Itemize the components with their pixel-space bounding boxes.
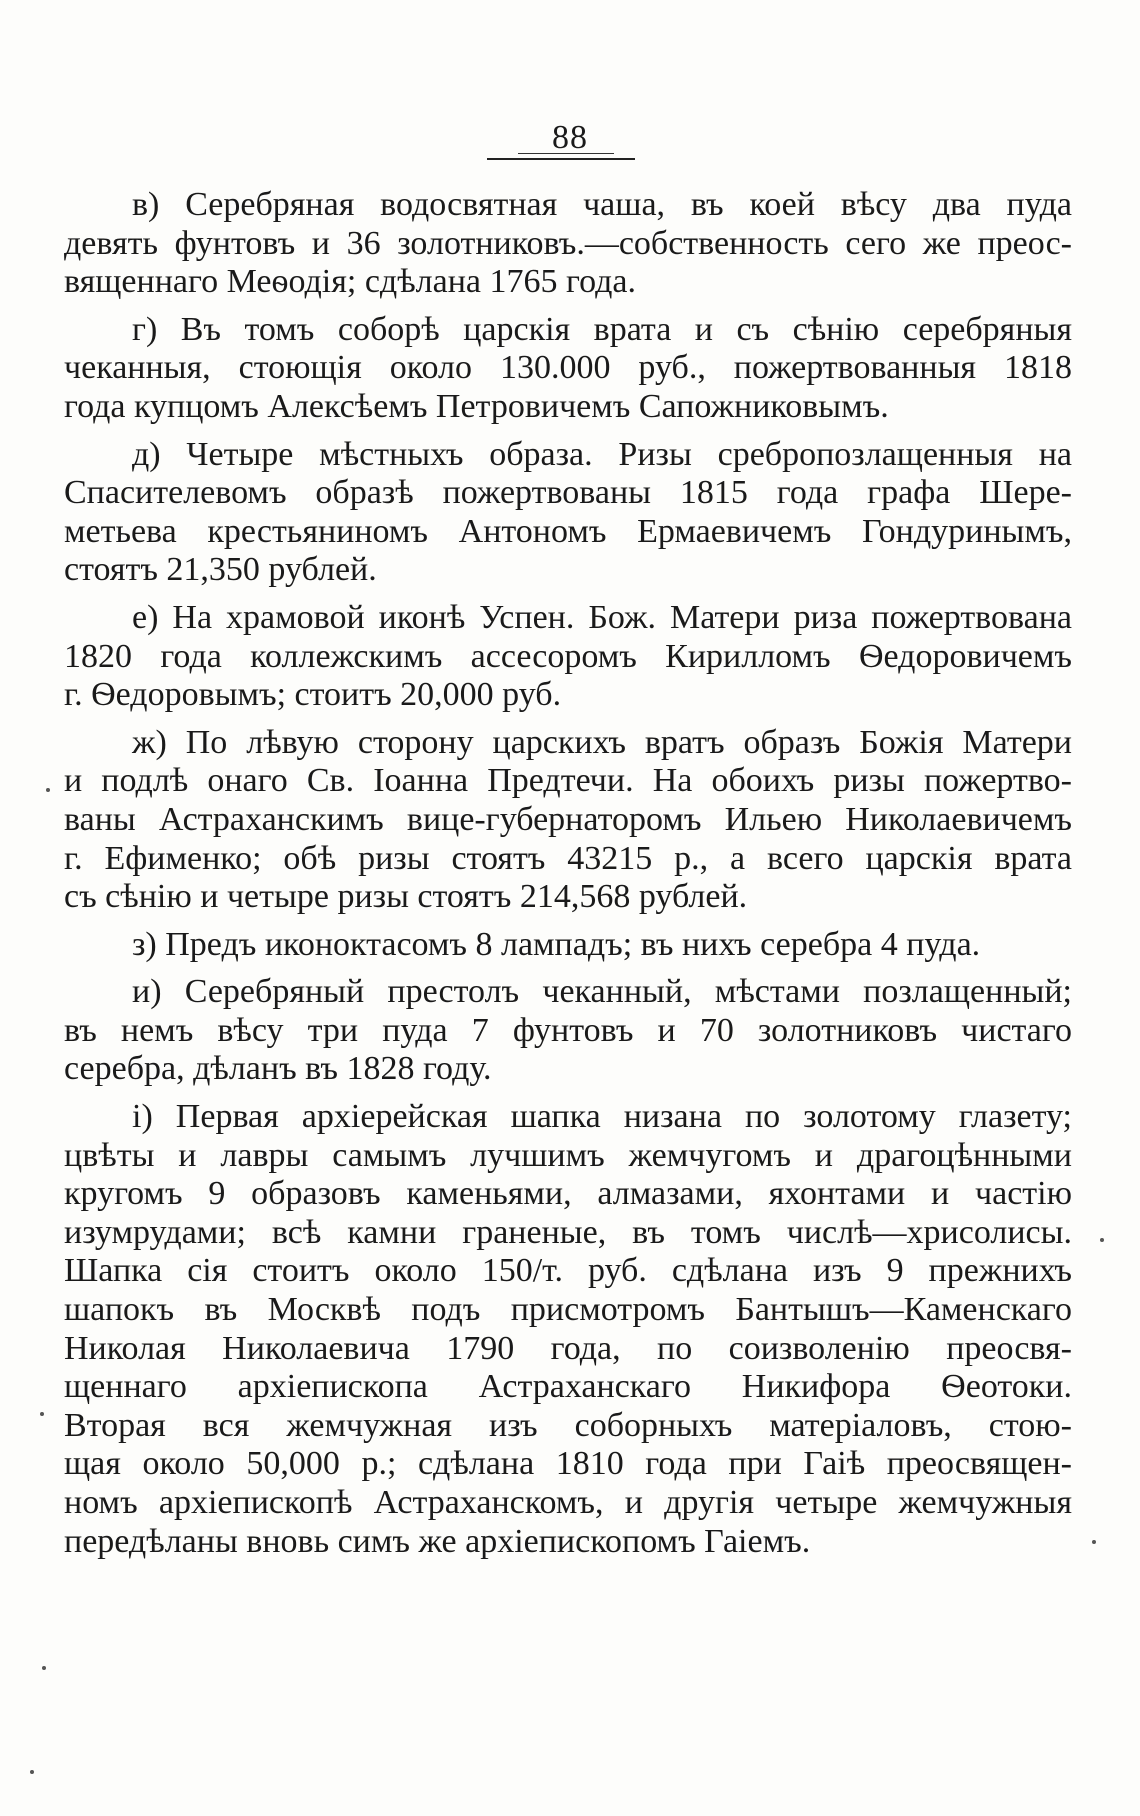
text-line: Шапка сія стоитъ около 150/т. руб. сдѣлана изъ 9 прежнихъ: [64, 1252, 1072, 1290]
text-line: и) Серебряный престолъ чеканный, мѣстами позлащенный;: [132, 973, 1072, 1011]
text-line: щая около 50,000 р.; сдѣлана 1810 года при Гаіѣ преосвящен-: [64, 1445, 1072, 1483]
text-line: съ сѣнію и четыре ризы стоятъ 214,568 рублей.: [64, 878, 748, 916]
text-line: въ немъ вѣсу три пуда 7 фунтовъ и 70 золотниковъ чистаго: [64, 1011, 1072, 1049]
text-line: девять фунтовъ и 36 золотниковъ.—собственность сего же преос-: [64, 224, 1072, 262]
header-rule: [487, 158, 635, 160]
scan-speck: [42, 1666, 46, 1670]
text-line: чеканныя, стоющія около 130.000 руб., пожертвованныя 1818: [64, 349, 1072, 387]
text-line: стоятъ 21,350 рублей.: [64, 551, 377, 589]
text-line: года купцомъ Алексѣемъ Петровичемъ Сапожниковымъ.: [64, 387, 889, 425]
text-line: шапокъ въ Москвѣ подъ присмотромъ Бантышъ—Каменскаго: [64, 1291, 1072, 1329]
text-line: е) На храмовой иконѣ Успен. Бож. Матери риза пожертвована: [132, 598, 1072, 636]
paragraph-g: [64, 311, 1072, 427]
text-line: Николая Николаевича 1790 года, по соизволенію преосвя-: [64, 1329, 1072, 1367]
text-line: 1820 года коллежскимъ ассесоромъ Кирилломъ Ѳедоровичемъ: [64, 637, 1072, 675]
body-text: [64, 186, 1072, 1570]
text-line: д) Четыре мѣстныхъ образа. Ризы сребропозлащенныя на: [132, 435, 1072, 473]
header-rule-thin: [518, 153, 614, 154]
scan-speck: [1100, 1238, 1104, 1242]
text-line: з) Предъ иконоктасомъ 8 лампадъ; въ нихъ серебра 4 пуда.: [132, 925, 981, 963]
page-header: [0, 118, 1140, 158]
text-line: г. Ѳедоровымъ; стоитъ 20,000 руб.: [64, 676, 562, 714]
text-line: Спасителевомъ образѣ пожертвованы 1815 года графа Шере-: [64, 474, 1072, 512]
text-line: цвѣты и лавры самымъ лучшимъ жемчугомъ и драгоцѣнными: [64, 1136, 1072, 1174]
text-line: передѣланы вновь симъ же архіепископомъ Гаіемъ.: [64, 1522, 811, 1560]
paragraph-e: [64, 599, 1072, 715]
text-line: Вторая вся жемчужная изъ соборныхъ матеріаловъ, стою-: [64, 1406, 1072, 1444]
text-line: г. Ефименко; обѣ ризы стоятъ 43215 р., а всего царскія врата: [64, 839, 1072, 877]
text-line: и подлѣ онаго Св. Іоанна Предтечи. На обоихъ ризы пожертво-: [64, 762, 1072, 800]
text-line: щеннаго архіепископа Астраханскаго Никифора Ѳеотоки.: [64, 1368, 1072, 1406]
scan-speck: [46, 788, 50, 792]
paragraph-i: [64, 973, 1072, 1089]
paragraph-v: [64, 186, 1072, 302]
scan-speck: [1092, 1540, 1096, 1544]
page-number: 88: [552, 119, 588, 156]
scan-speck: [40, 1412, 44, 1416]
text-line: г) Въ томъ соборѣ царскія врата и съ сѣнію серебряныя: [132, 310, 1072, 348]
text-line: ваны Астраханскимъ вице-губернаторомъ Ильею Николаевичемъ: [64, 800, 1072, 838]
text-line: изумрудами; всѣ камни граненые, въ томъ числѣ—хрисолисы.: [64, 1213, 1072, 1251]
paragraph-z: [64, 926, 1072, 965]
text-line: ж) По лѣвую сторону царскихъ вратъ образъ Божія Матери: [132, 723, 1072, 761]
paragraph-i-decimal: [64, 1098, 1072, 1561]
text-line: вященнаго Меѳодія; сдѣлана 1765 года.: [64, 263, 637, 301]
text-line: кругомъ 9 образовъ каменьями, алмазами, яхонтами и частію: [64, 1175, 1072, 1213]
paragraph-d: [64, 436, 1072, 590]
scan-speck: [30, 1770, 34, 1774]
text-line: і) Первая архіерейская шапка низана по золотому глазету;: [132, 1098, 1072, 1136]
text-line: метьева крестьяниномъ Антономъ Ермаевичемъ Гондуринымъ,: [64, 512, 1072, 550]
text-line: номъ архіепископѣ Астраханскомъ, и другія четыре жемчужныя: [64, 1484, 1072, 1521]
text-line: в) Серебряная водосвятная чаша, въ коей вѣсу два пуда: [132, 186, 1072, 223]
text-line: серебра, дѣланъ въ 1828 году.: [64, 1050, 492, 1088]
paragraph-zh: [64, 724, 1072, 917]
